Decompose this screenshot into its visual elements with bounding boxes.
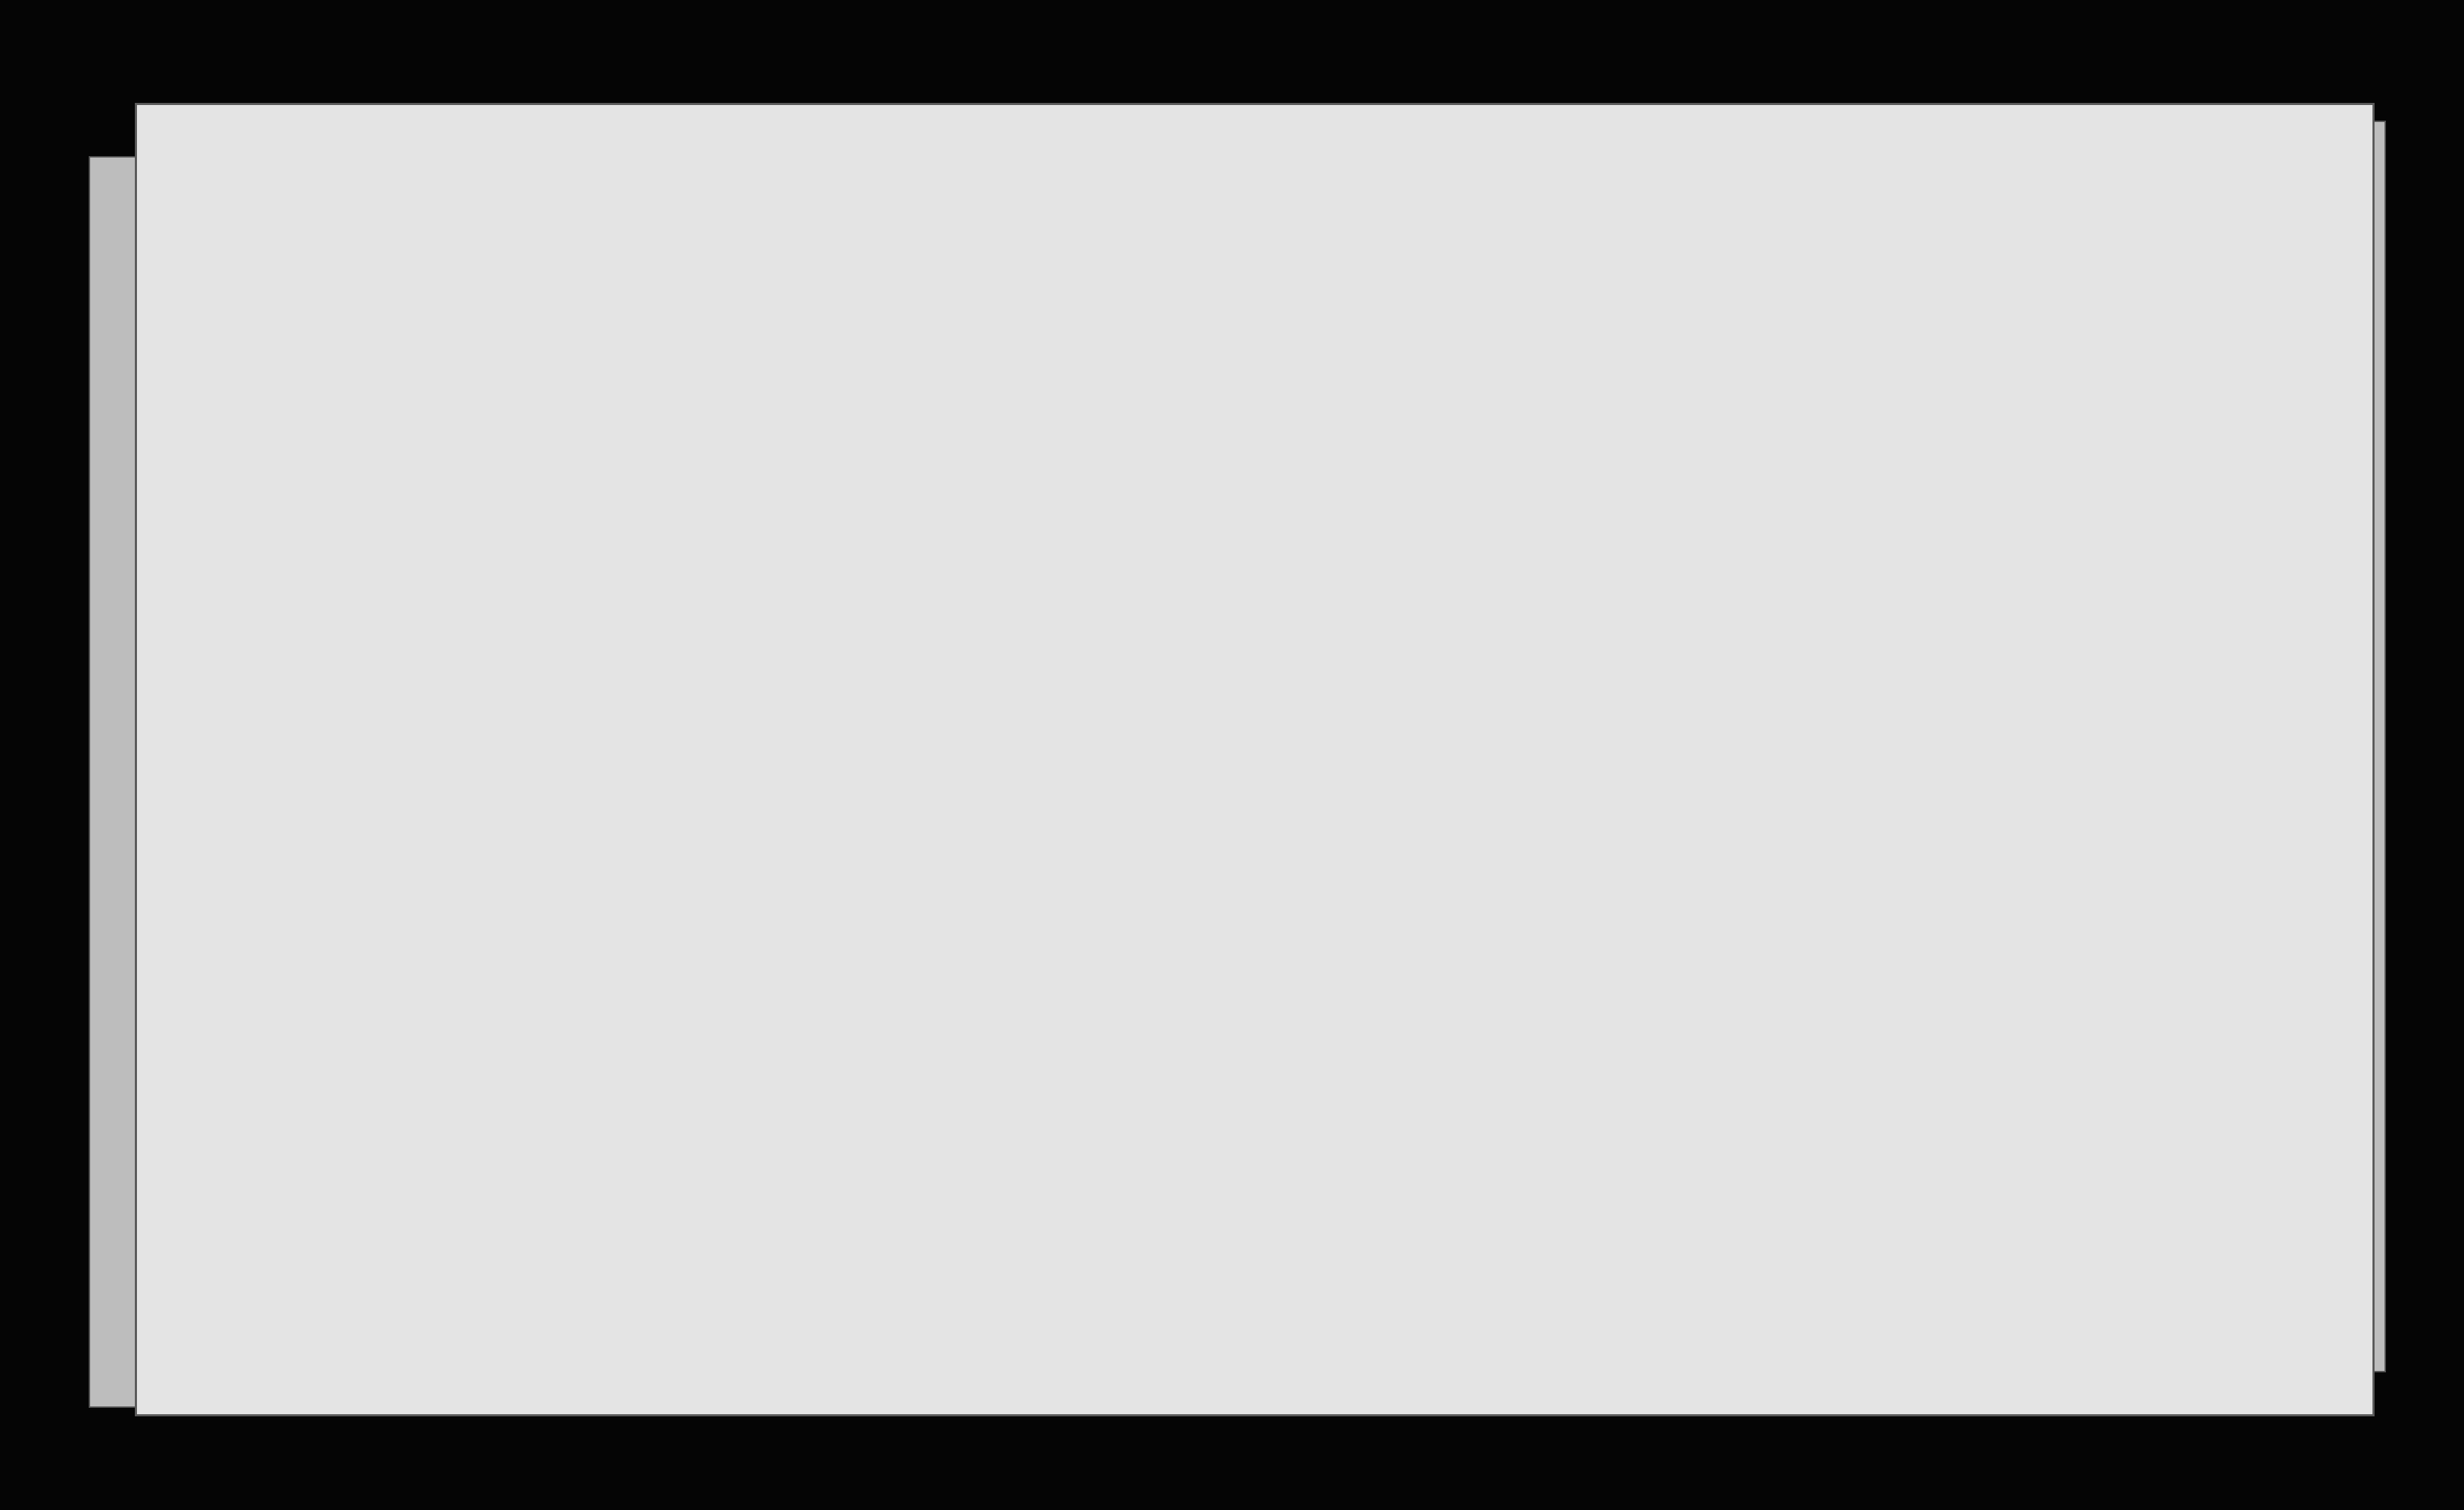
ruling-lines: [137, 105, 2372, 1414]
census-card: [135, 103, 2375, 1416]
